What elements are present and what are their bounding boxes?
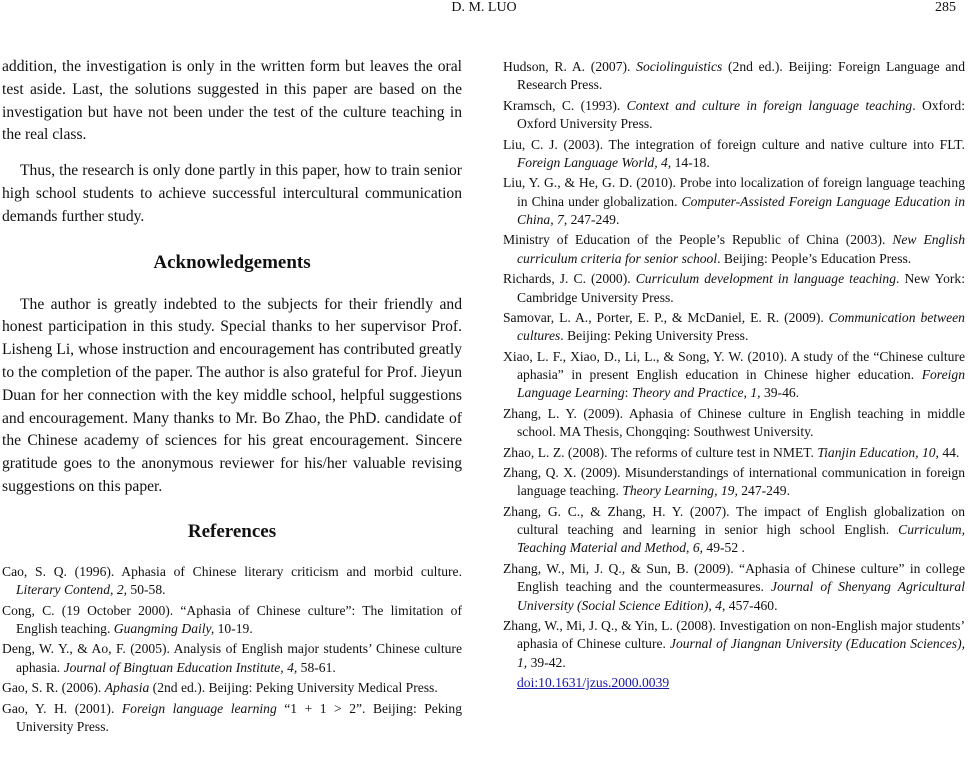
reference-text: 44. (938, 444, 960, 460)
reference-source: Communication between cultures (517, 309, 965, 344)
reference-text: 247-249. (737, 483, 790, 499)
reference-item (503, 444, 965, 462)
reference-text: . Oxford: Oxford University Press. (517, 97, 965, 132)
left-column (2, 56, 462, 738)
reference-text: Liu, Y. G., & He, G. D. (2010). Probe into localization of foreign language teaching in China under globalization. (503, 175, 965, 209)
reference-text: . New York: Cambridge University Press. (517, 271, 966, 305)
reference-item (503, 405, 965, 442)
reference-text: 247-249. (567, 211, 620, 227)
reference-item (503, 560, 965, 615)
reference-item (503, 348, 965, 403)
reference-source: Foreign Language Learning (517, 367, 965, 401)
reference-text: Zhang, W., Mi, J. Q., & Sun, B. (2009). “Aphasia of Chinese culture” in college English teaching and the countermeasures. (503, 560, 965, 595)
reference-source: Theory Learning, 19, (622, 483, 738, 499)
reference-source: Foreign language learning (121, 700, 277, 716)
reference-text: : (624, 385, 632, 401)
right-column (503, 58, 965, 692)
reference-source: Curriculum development in language teaching (635, 271, 896, 287)
acknowledgements-heading: Acknowledgements (153, 251, 311, 273)
reference-list-left (2, 563, 462, 736)
reference-text: Deng, W. Y., & Ao, F. (2005). Analysis of English major students’ Chinese culture aphasia. (2, 641, 462, 675)
reference-text: 10-19. (214, 620, 253, 636)
paragraph-further-study: Thus, the research is only done partly in this paper, how to train senior high school students to achieve successful intercultural communication demands further study. (2, 162, 462, 225)
reference-item (2, 602, 462, 639)
reference-text: 58-61. (297, 659, 336, 675)
reference-text: Cao, S. Q. (1996). Aphasia of Chinese literary criticism and morbid culture. (2, 563, 462, 579)
reference-item (503, 309, 965, 346)
reference-item (2, 679, 462, 697)
reference-text: Zhang, G. C., & Zhang, H. Y. (2007). The impact of English globalization on cultural teaching and learning in senior high school English. (503, 503, 965, 538)
reference-text: Richards, J. C. (2000). (503, 271, 636, 287)
reference-source: New English curriculum criteria for senior school (517, 232, 965, 266)
reference-text: “1 + 1 > 2”. Beijing: Peking University Press. (16, 700, 462, 734)
reference-source: Foreign Language World, 4, (517, 154, 672, 170)
reference-source: Journal of Bingtuan Education Institute, 4, (63, 659, 298, 675)
reference-item (2, 563, 462, 600)
reference-source: Curriculum, Teaching Material and Method, 6, (517, 522, 965, 556)
reference-source: Literary Contend, 2, (16, 582, 128, 598)
reference-source: Context and culture in foreign language teaching (626, 97, 913, 113)
reference-text: Gao, S. R. (2006). (2, 680, 105, 696)
reference-source: Journal of Jiangnan University (Education Sciences), 1, (517, 636, 965, 670)
reference-source: Guangming Daily, (113, 620, 215, 636)
reference-text: . Beijing: People’s Education Press. (717, 250, 912, 266)
doi-link[interactable]: doi:10.1631/jzus.2000.0039 (517, 675, 670, 691)
reference-item (503, 464, 965, 501)
reference-text: . Beijing: Peking University Press. (560, 328, 749, 344)
reference-source: Computer-Assisted Foreign Language Education in China, 7, (517, 193, 965, 227)
reference-source: Theory and Practice, 1, (631, 385, 761, 401)
reference-text: Hudson, R. A. (2007). (503, 59, 637, 74)
reference-text: 14-18. (671, 154, 710, 170)
reference-source: Tianjin Education, 10, (817, 444, 939, 460)
reference-text: Liu, C. J. (2003). The integration of foreign culture and native culture into FLT. (503, 136, 965, 152)
paragraph-limitations: addition, the investigation is only in the written form but leaves the oral test aside. Last, the solutions suggested in this paper are based on the investigation but have not been under the test of the culture teaching in the real class. (2, 58, 462, 144)
running-header-author: D. M. LUO (451, 0, 517, 15)
reference-text: Kramsch, C. (1993). (503, 97, 627, 113)
reference-item (2, 640, 462, 677)
reference-source: Sociolinguistics (636, 59, 723, 74)
reference-text: Cong, C. (19 October 2000). “Aphasia of Chinese culture”: The limitation of English teaching. (2, 602, 462, 636)
reference-text: 50-58. (127, 582, 166, 598)
reference-text: 39-42. (527, 654, 566, 670)
page-number: 285 (935, 0, 956, 15)
reference-text: 457-460. (725, 597, 778, 613)
reference-text: Ministry of Education of the People’s Republic of China (2003). (503, 232, 893, 248)
reference-list-right (503, 58, 965, 672)
reference-source: Aphasia (104, 680, 150, 696)
reference-item (503, 231, 965, 268)
reference-item (503, 270, 965, 307)
reference-item (503, 174, 965, 229)
reference-item (503, 617, 965, 672)
reference-source: Journal of Shenyang Agricultural University (Social Science Edition), 4, (517, 579, 965, 613)
reference-text: Zhang, Q. X. (2009). Misunderstandings of international communication in foreign language teaching. (503, 465, 965, 499)
reference-text: Xiao, L. F., Xiao, D., Li, L., & Song, Y. W. (2010). A study of the “Chinese culture aphasia” in present English education in Chinese higher education. (503, 348, 965, 383)
reference-text: Gao, Y. H. (2001). (2, 700, 122, 716)
acknowledgements-text: The author is greatly indebted to the subjects for their friendly and honest participation in this study. Special thanks to her supervisor Prof. Lisheng Li, whose instruction and encouragement has contributed greatly to the completion of the paper. The author is also grateful for Prof. Jieyun Duan for her connection with the key middle school, helpful suggestions and encouragement. Many thanks to Mr. Bo Zhao, the PhD. candidate of the Chinese academy of sciences for his great encouragement. Sincere gratitude goes to the anonymous reviewer for his/her valuable revising suggestions on this paper. (2, 295, 462, 495)
reference-text: Zhang, L. Y. (2009). Aphasia of Chinese culture in English teaching in middle school. MA Thesis, Chongqing: Southwest University. (503, 405, 965, 440)
reference-item (503, 503, 965, 558)
reference-text: (2nd ed.). Beijing: Peking University Medical Press. (149, 680, 438, 696)
reference-text: 39-46. (760, 385, 800, 401)
references-heading: References (187, 520, 277, 542)
reference-item (2, 700, 462, 737)
reference-item (503, 58, 965, 95)
reference-item (503, 136, 965, 173)
reference-text: Samovar, L. A., Porter, E. P., & McDaniel, E. R. (2009). (503, 309, 829, 325)
reference-text: Zhao, L. Z. (2008). The reforms of culture test in NMET. (503, 444, 818, 460)
reference-text: (2nd ed.). Beijing: Foreign Language and Research Press. (517, 59, 965, 93)
reference-text: 49-52 . (703, 540, 745, 556)
reference-text: Zhang, W., Mi, J. Q., & Yin, L. (2008). Investigation on non-English major students’ aphasia of Chinese culture. (503, 618, 965, 652)
reference-item (503, 97, 965, 134)
